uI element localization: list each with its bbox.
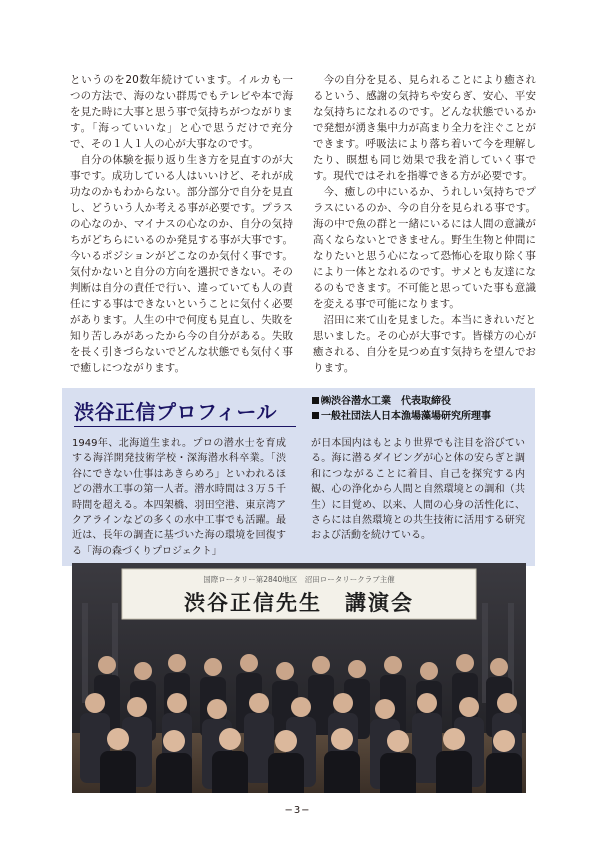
page-number: −3− (284, 805, 311, 816)
body-column-right (313, 72, 536, 376)
paragraph: 今の自分を見る、見られることにより癒されるという、感謝の気持ちや安らぎ、安心、平安な気持ちになれるのです。どんな状態でいるかで発想が湧き集中力が高まり全力を注ぐことができます。呼吸法により落ち着いて今を理解したり、瞑想も同じ効果で我を消していく事です。現代ではそれを指導できる方が必要です。 (313, 74, 536, 182)
group-photo-illustration (72, 563, 526, 793)
company-name: ㈱渋谷潜水工業 代表取締役 (321, 396, 451, 407)
profile-paragraph: 1949年、北海道生まれ。プロの潜水士を育成する海洋開発技術学校・深海潜水科卒業。「渋谷にできない仕事はあきらめろ」といわれるほどの潜水工事の第一人者。潜水時間は３万５千時間を超える。本四架橋、羽田空港、東京湾アクアラインなどの多くの水中工事でも活躍。最近は、長年の調査に基づいた海の環境を回復する「海の森づくりプロジェクト」 (72, 438, 286, 557)
body-column-left (70, 72, 293, 376)
company-affiliations (312, 394, 491, 424)
company-line (312, 394, 491, 409)
paragraph: 沼田に来て山を見ました。本当にきれいだと思いました。その心が大事です。皆様方の心が癒される、自分を見つめ直す気持ちを望んでおります。 (313, 314, 536, 374)
banner-title: 渋谷正信先生 講演会 (184, 590, 414, 615)
organization-name: 一般社団法人日本漁場藻場研究所理事 (321, 411, 491, 422)
banner-subtitle: 国際ロータリー第2840地区 沼田ロータリークラブ主催 (203, 575, 395, 584)
paragraph: 今、癒しの中にいるか、うれしい気持ちでプラスにいるのか、今の自分を見られる事です。海の中で魚の群と一緒にいるには人間の意識が高くならないとできません。野生生物と仲間になりたいと思う心になって恐怖心を取り除く事により一体となれるのです。サメとも友達になるのもできます。不可能と思っていた事も意識を変える事で可能になります。 (313, 186, 536, 310)
profile-title: 渋谷正信プロフィール (74, 400, 277, 424)
title-divider (74, 426, 296, 427)
square-bullet-icon (312, 412, 319, 419)
paragraph: 自分の体験を振り返り生き方を見直すのが大事です。成功している人はいいけど、それが成功なのかもわからない。部分部分で自分を見直し、どういう人か考える事が必要です。プラスの心なのか、マイナスの心なのか、自分の気持ちがどちらにいるのか発見する事が大事です。今いるポジションがどこなのか気付く事です。気付かないと自分の方向を選択できない。その判断は自分の責任で行い、違っていても人の責任にする事はできないということに気付く必要があります。人生の中で何度も見直し、失敗を知り苦しみがあったから今の自分がある。失敗を長く引きづらないでどんな状態でも気付く事で癒しにつながります。 (70, 154, 293, 374)
profile-paragraph: が日本国内はもとより世界でも注目を浴びている。海に潜るダイビングが心と体の安らぎと調和につながることに着目、自己を探究する内観、心の浄化から人間と自然環境との調和（共生）に目覚め、以来、人間の心身の活性化に、さらには自然環境との共生技術に活用する研究および活動を続けている。 (311, 438, 525, 542)
profile-text-right (311, 436, 525, 544)
profile-text-left (72, 436, 286, 559)
lecture-group-photo (72, 563, 526, 793)
company-line (312, 409, 491, 424)
square-bullet-icon (312, 397, 319, 404)
paragraph: というのを20数年続けています。イルカも一つの方法で、海のない群馬でもテレビや本で海を見た時に大事と思う事で気持ちがつながります。「海っていいな」と心で思うだけで充分で、その１人１人の心が大事なのです。 (70, 74, 293, 150)
profile-box (62, 388, 535, 566)
